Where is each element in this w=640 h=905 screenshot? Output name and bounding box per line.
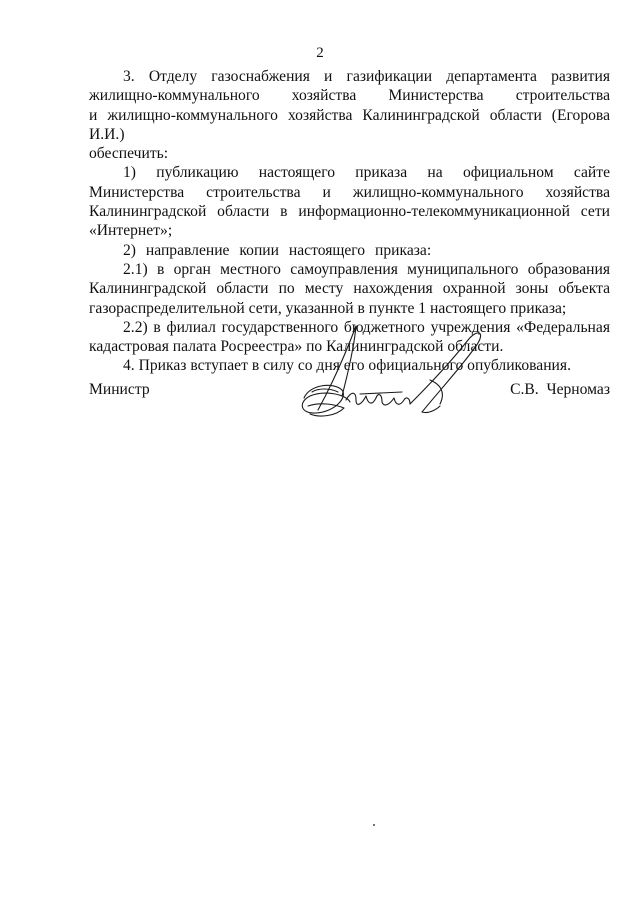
text-line: газораспределительной сети, указанной в пункте 1 настоящего приказа;	[89, 299, 567, 317]
text-line: и жилищно-коммунального хозяйства Калининградской области (Егорова И.И.)	[89, 106, 610, 143]
signer-position: Министр	[89, 381, 150, 398]
text-line: Министерства строительства и жилищно-коммунального хозяйства	[89, 183, 610, 201]
paragraph-subitem-1	[89, 163, 610, 240]
handwritten-signature	[290, 318, 490, 433]
text-line: 2.2) в филиал государственного бюджетного учреждения «Федеральная	[123, 318, 610, 336]
text-line: кадастровая палата Росреестра» по Калининградской области.	[89, 338, 504, 356]
text-line: 2) направление копии настоящего приказа:	[123, 241, 432, 259]
text-line: 1) публикацию настоящего приказа на официальном сайте	[123, 164, 610, 182]
text-line: Калининградской области в информационно-телекоммуникационной сети	[89, 203, 610, 221]
signer-name: С.В. Черномаз	[510, 381, 610, 398]
scan-speck	[373, 824, 375, 826]
paragraph-item-3	[89, 67, 610, 163]
page-number: 2	[316, 45, 324, 61]
text-line: обеспечить:	[89, 145, 169, 163]
text-line: Калининградской области по месту нахождения охранной зоны объекта	[89, 280, 610, 298]
paragraph-subitem-2-1	[89, 260, 610, 318]
text-line: «Интернет»;	[89, 222, 173, 240]
signature-block	[89, 380, 610, 400]
text-line: 2.1) в орган местного самоуправления муниципального образования	[123, 260, 610, 278]
paragraph-subitem-2	[89, 241, 610, 260]
text-line: 4. Приказ вступает в силу со дня его официального опубликования.	[123, 357, 571, 375]
text-line: жилищно-коммунального хозяйства Министерства строительства	[89, 87, 610, 105]
text-line: 3. Отделу газоснабжения и газификации департамента развития	[123, 68, 610, 85]
